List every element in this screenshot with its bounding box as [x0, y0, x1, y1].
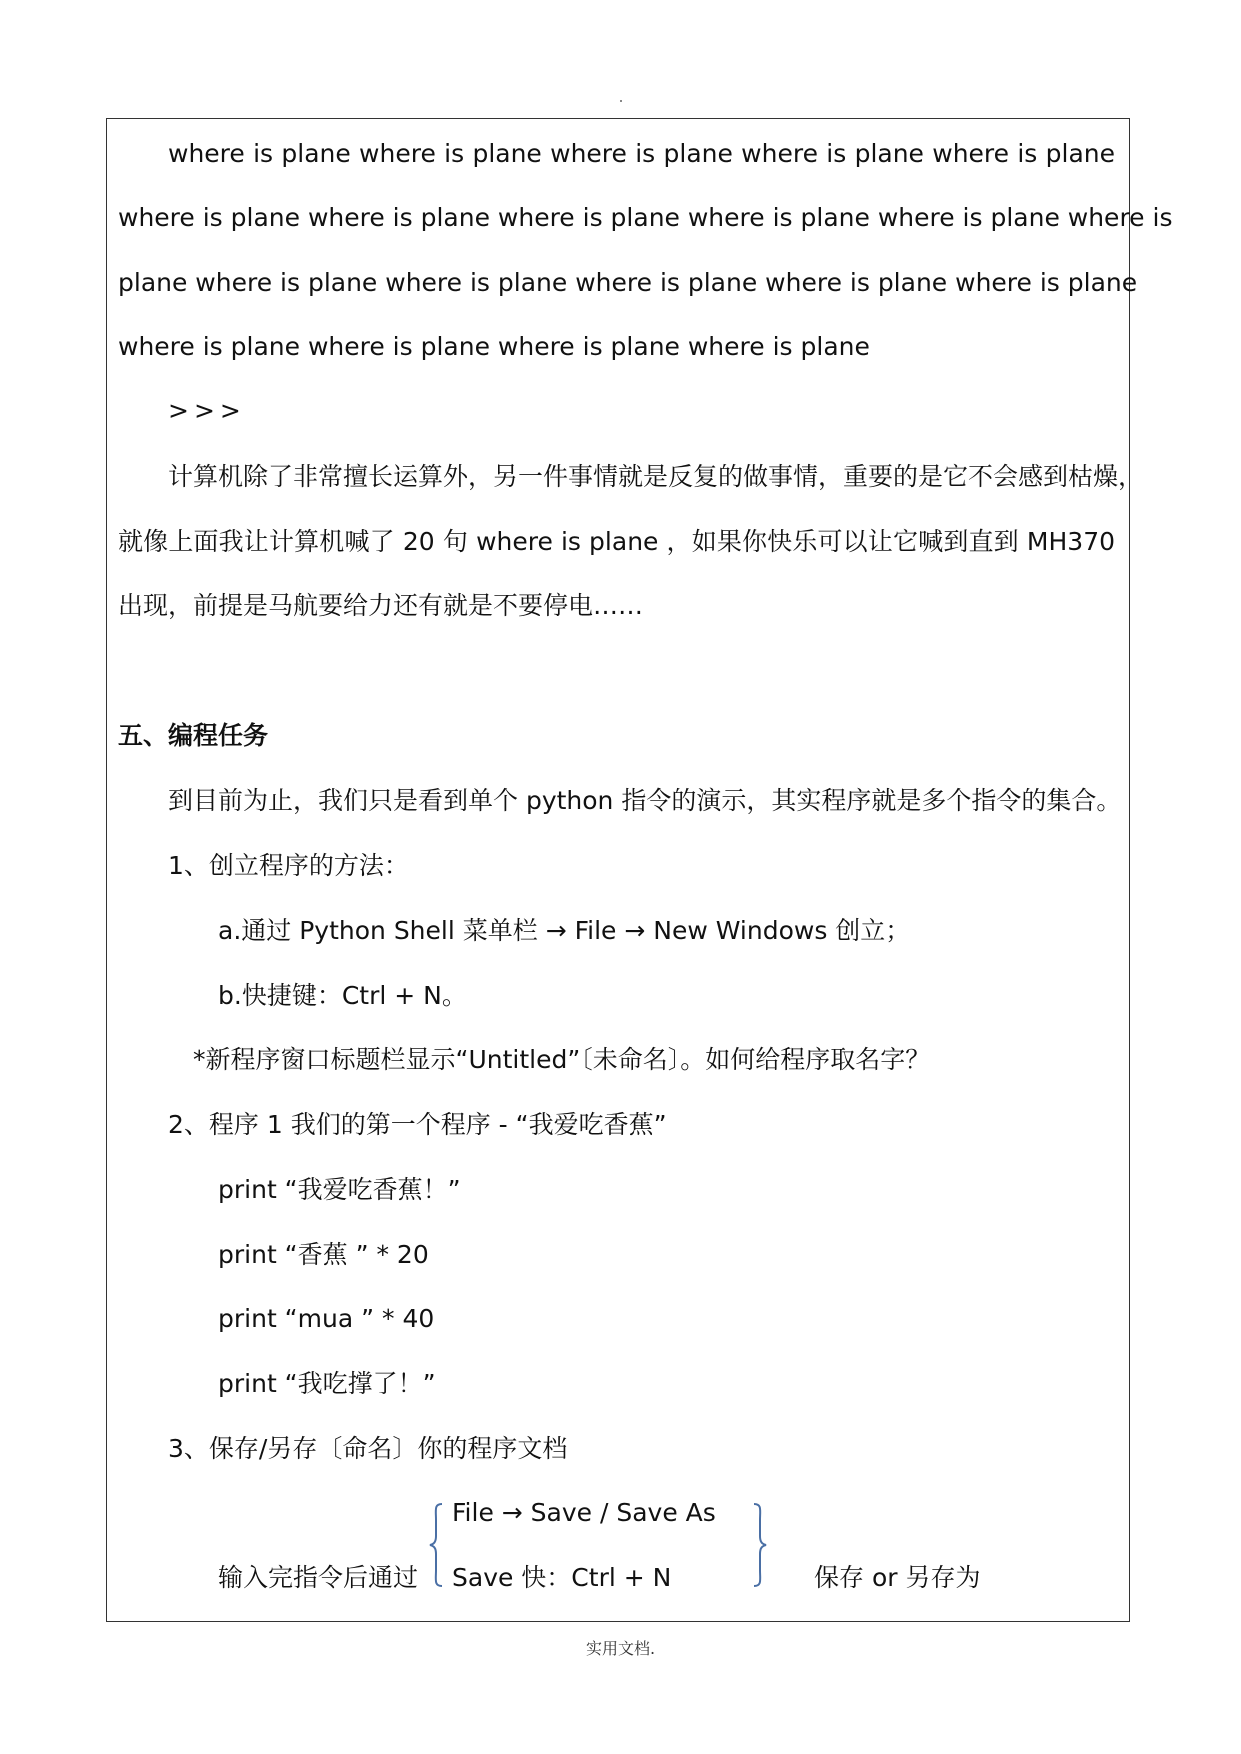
page-footer: 实用文档. [585, 1639, 656, 1658]
item1-title: 1、创立程序的方法： [168, 851, 409, 880]
untitled-note: *新程序窗口标题栏显示“Untitled”〔未命名〕。如何给程序取名字？ [193, 1045, 931, 1074]
code-line-2: print “香蕉 ” * 20 [218, 1240, 429, 1269]
save-instruction-lead: 输入完指令后通过 [218, 1563, 419, 1592]
paragraph2-line-1: 计算机除了非常擅长运算外，另一件事情就是反复的做事情，重要的是它不会感到枯燥， [168, 462, 1144, 491]
item1-option-b: b.快捷键：Ctrl + N。 [218, 981, 467, 1010]
paragraph2-line-2: 就像上面我让计算机喊了 20 句 where is plane ，如果你快乐可以让它喊到直到 MH370 [118, 527, 1115, 556]
save-option-shortcut: Save 快：Ctrl + N [452, 1563, 672, 1592]
code-line-4: print “我吃撑了！” [218, 1369, 436, 1398]
paragraph1-line-3: plane where is plane where is plane where is plane where is plane where is plane [118, 268, 1138, 297]
left-brace-icon [428, 1502, 444, 1588]
paragraph1-line-4: where is plane where is plane where is plane where is plane [118, 332, 870, 361]
save-option-menu: File → Save / Save As [452, 1498, 716, 1527]
code-line-1: print “我爱吃香蕉！” [218, 1175, 461, 1204]
paragraph1-line-2: where is plane where is plane where is plane where is plane where is plane where is [118, 203, 1173, 232]
item2-title: 2、程序 1 我们的第一个程序 - “我爱吃香蕉” [168, 1110, 667, 1139]
item1-option-a: a.通过 Python Shell 菜单栏 → File → New Windows 创立； [218, 916, 911, 945]
item3-title: 3、保存/另存〔命名〕你的程序文档 [168, 1434, 568, 1463]
page-top-mark [620, 100, 622, 102]
right-brace-icon [752, 1502, 768, 1588]
save-instruction-tail: 保存 or 另存为 [814, 1563, 981, 1592]
code-line-3: print “mua ” * 40 [218, 1304, 435, 1333]
paragraph1-line-1: where is plane where is plane where is plane where is plane where is plane [168, 139, 1115, 168]
section-intro: 到目前为止，我们只是看到单个 python 指令的演示，其实程序就是多个指令的集合。 [168, 786, 1122, 815]
shell-prompt: >>> [168, 396, 246, 425]
paragraph2-line-3: 出现，前提是马航要给力还有就是不要停电…… [118, 591, 644, 620]
section-heading: 五、编程任务 [118, 721, 269, 750]
